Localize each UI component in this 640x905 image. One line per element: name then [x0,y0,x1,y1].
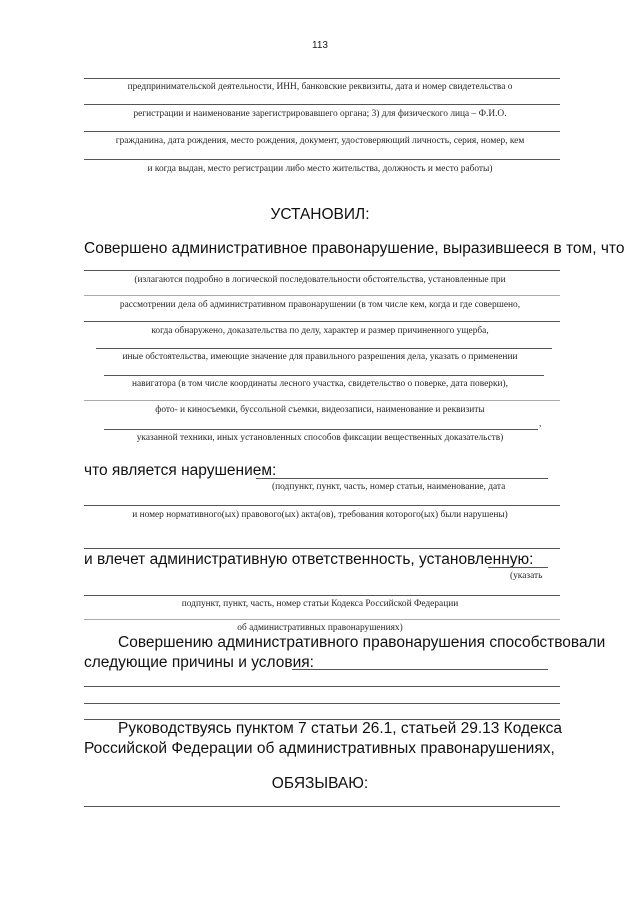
ustanovil-note-6-comma: , [539,419,542,429]
form-line [84,806,560,807]
form-line [84,548,560,549]
ustanovil-note-2: рассмотрении дела об административном правонарушении (в том числе кем, когда и где совершено, [119,300,521,310]
violation-note-2: и номер нормативного(ых) правового(ых) акта(ов), требования которого(ых) были нарушены) [132,510,508,520]
form-line [104,375,544,376]
causes-line-1: Совершению административного правонарушения способствовали [118,634,606,651]
ustanovil-note-6: фото- и киносъемки, буссольной съемки, видеозаписи, наименование и реквизиты [155,405,485,415]
header-line-3: гражданина, дата рождения, место рождения, документ, удостоверяющий личность, серия, номер, кем [115,136,525,146]
violation-label: что является нарушением: [84,462,277,479]
page-number: 113 [312,40,328,51]
ustanovil-intro: Совершено административное правонарушение, выразившееся в том, что [84,240,625,257]
header-line-2: регистрации и наименование зарегистрировавшего органа; 3) для физического лица – Ф.И.О. [133,109,507,119]
form-line [84,321,560,322]
form-line [84,505,560,506]
guided-line-2: Российской Федерации об административных правонарушениях, [84,740,555,757]
ustanovil-note-4: иные обстоятельства, имеющие значение для правильного разрешения дела, указать о применении [122,352,518,362]
violation-note-1: (подпункт, пункт, часть, номер статьи, наименование, дата [272,482,506,492]
ustanovil-note-3: когда обнаружено, доказательства по делу, характер и размер причиненного ущерба, [151,326,489,336]
form-line [84,159,560,160]
form-line [84,270,560,271]
ustanovil-note-1: (излагаются подробно в логической последовательности обстоятельства, установленные при [134,275,506,285]
obyazyvayu-heading: ОБЯЗЫВАЮ: [271,775,369,792]
form-line [488,567,548,568]
liability-label: и влечет административную ответственность, установленную: [84,551,534,568]
form-line [256,478,548,479]
form-line [84,78,560,79]
form-line [96,348,552,349]
form-line [84,131,560,132]
ustanovil-note-7: указанной техники, иных установленных способов фиксации вещественных доказательств) [136,433,504,443]
form-line [84,295,560,296]
causes-line-2: следующие причины и условия: [84,654,314,671]
liability-note-1: подпункт, пункт, часть, номер статьи Кодекса Российской Федерации [181,599,459,609]
form-line [84,400,560,401]
form-line [104,429,538,430]
guided-line-1: Руководствуясь пунктом 7 статьи 26.1, статьей 29.13 Кодекса [118,720,562,737]
header-line-1: предпринимательской деятельности, ИНН, банковские реквизиты, дата и номер свидетельства о [127,82,513,92]
form-line [292,669,548,670]
form-line [84,595,560,596]
liability-note-ukazat: (указать [510,571,543,581]
form-line [84,104,560,105]
ustanovil-note-5: навигатора (в том числе координаты лесного участка, свидетельство о поверке, дата поверки), [132,379,508,389]
form-line [84,619,560,620]
header-line-4: и когда выдан, место регистрации либо место жительства, должность и место работы) [147,164,493,174]
form-line [84,703,560,704]
ustanovil-heading: УСТАНОВИЛ: [270,206,370,223]
liability-note-2: об административных правонарушениях) [237,623,403,633]
form-line [84,686,560,687]
